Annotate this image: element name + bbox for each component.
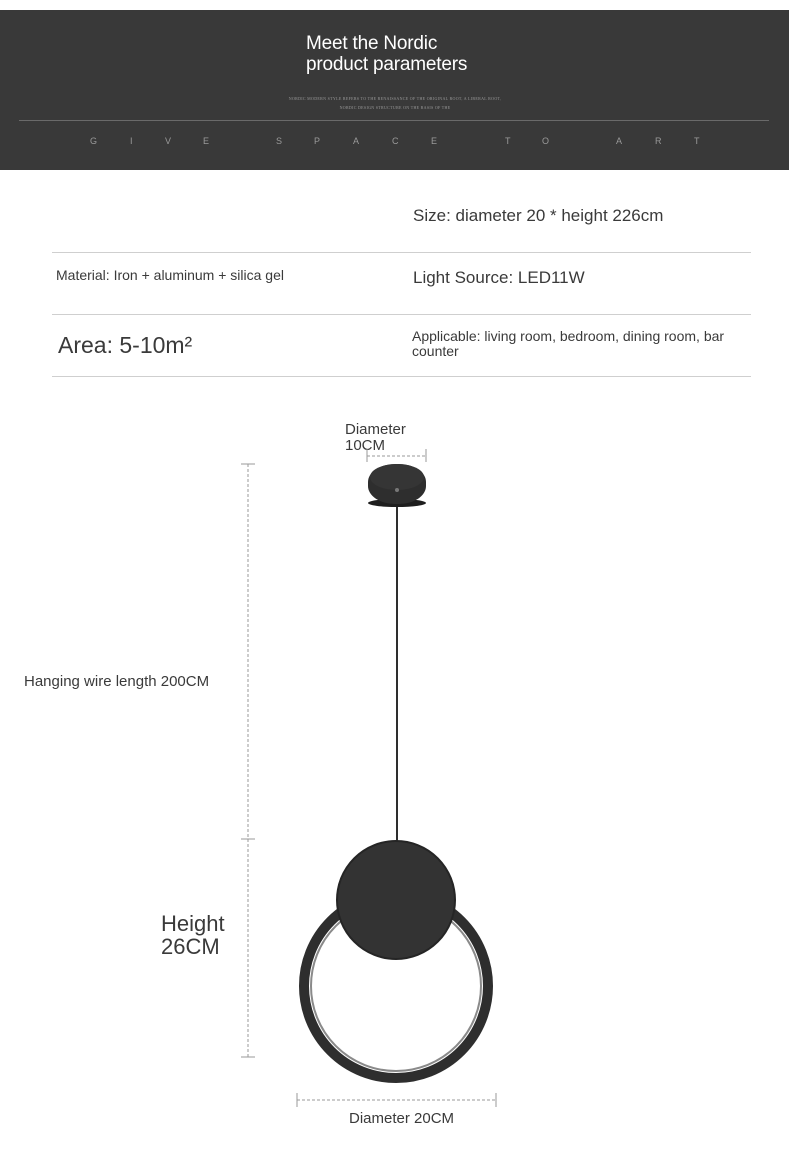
tagline-letter: T	[694, 136, 700, 146]
banner-title: Meet the Nordic product parameters	[306, 33, 468, 75]
tagline-letter: G	[90, 136, 98, 146]
canopy-screw	[395, 488, 399, 492]
tagline-letter: S	[276, 136, 283, 146]
tagline-letter: O	[542, 136, 550, 146]
spec-area: Area: 5-10m²	[58, 332, 193, 358]
tagline-letter: T	[505, 136, 511, 146]
spec-material: Material: Iron + aluminum + silica gel	[56, 267, 284, 283]
spec-size: Size: diameter 20 * height 226cm	[413, 206, 664, 225]
spec-light-source: Light Source: LED11W	[413, 268, 585, 287]
tagline-letter: E	[431, 136, 438, 146]
lamp-height-label: Height 26CM	[161, 911, 225, 959]
wire-length-label: Hanging wire length 200CM	[24, 673, 210, 690]
tagline-letter: R	[655, 136, 662, 146]
tagline-letter: E	[203, 136, 210, 146]
canopy-top	[370, 464, 424, 490]
tagline-letter: A	[353, 136, 360, 146]
tagline-letter: V	[165, 136, 172, 146]
canopy-diameter-label: Diameter 10CM	[345, 421, 406, 454]
banner-subtitle: NORDIC MODERN STYLE REFERS TO THE RENAISSANCE OF THE ORIGINAL ROOT, A LIBERAL ROOT, NORDIC DESIGN STRUCTURE ON THE BASIS OF THE	[288, 96, 502, 110]
tagline-letter: P	[314, 136, 321, 146]
spec-applicable: Applicable: living room, bedroom, dining room, bar counter	[412, 328, 725, 359]
tagline-letter: A	[616, 136, 623, 146]
tagline-letter: I	[130, 136, 133, 146]
tagline-letter: C	[392, 136, 399, 146]
ring-diameter-label: Diameter 20CM	[349, 1110, 455, 1127]
